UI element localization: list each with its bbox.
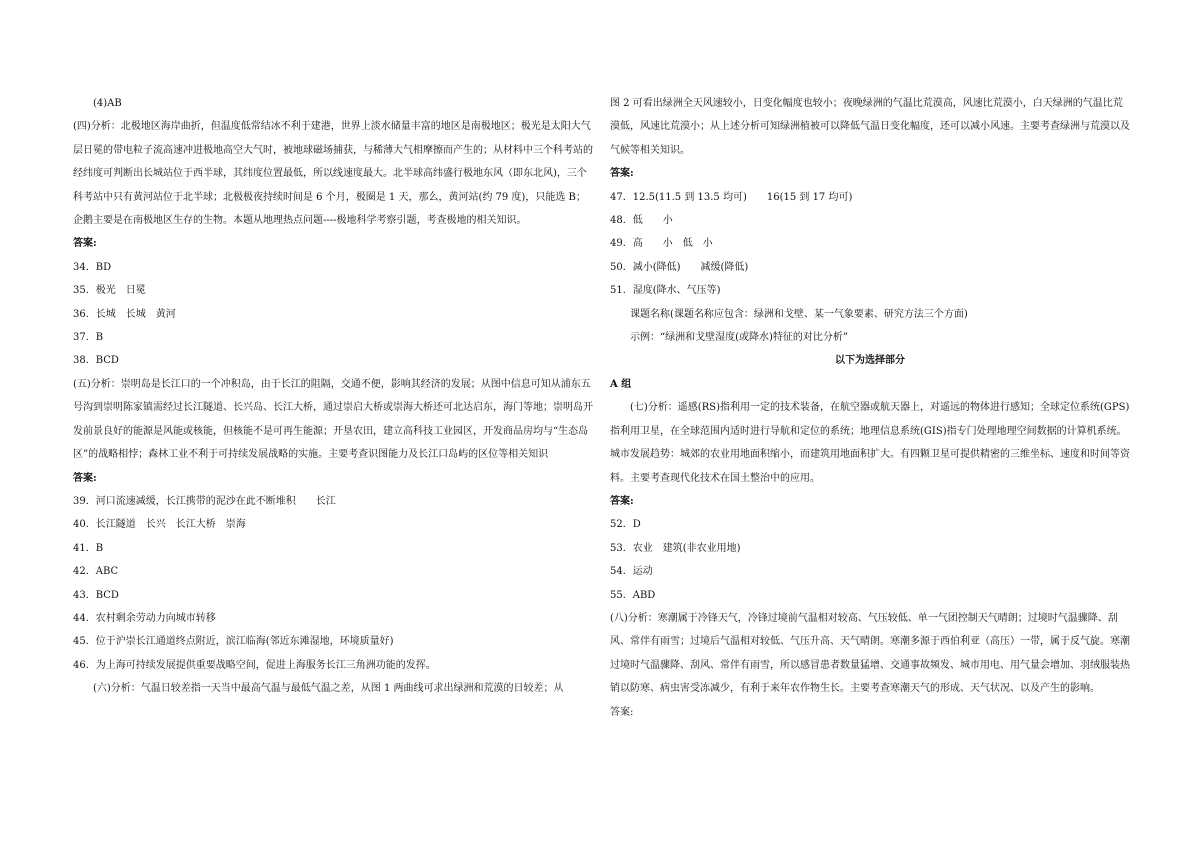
text-line: 37．B (73, 332, 104, 344)
text-line: 49．高 小 低 小 (610, 238, 713, 250)
text-line: 50．减小(降低) 减缓(降低) (610, 261, 749, 273)
text-line: 34．BD (73, 261, 112, 273)
text-line: 答案: (610, 495, 634, 507)
text-line: 以下为选择部分 (835, 355, 905, 367)
text-line: 39．河口流速减缓，长江携带的泥沙在此不断堆积 长江 (73, 495, 336, 507)
text-line: 46．为上海可持续发展提供重要战略空间，促进上海服务长江三角洲功能的发挥。 (73, 659, 436, 671)
left-column (73, 92, 593, 701)
text-line: (六)分析：气温日较差指一天当中最高气温与最低气温之差，从图 1 两曲线可求出绿洲和荒漠的日较差；从 (93, 683, 564, 695)
text-line: 38．BCD (73, 355, 119, 367)
text-line: 45．位于沪崇长江通道终点附近，滨江临海(邻近东滩湿地，环境质量好) (73, 636, 394, 648)
text-line: 40．长江隧道 长兴 长江大桥 崇海 (73, 519, 246, 531)
text-line: 54．运动 (610, 566, 653, 578)
text-line: (八)分析：寒潮属于冷锋天气，冷锋过境前气温相对较高、气压较低、单一气团控制天气晴朗；过境时气温骤降、刮风、常伴有雨雪；过境后气温相对较低、气压升高、天气晴朗。寒潮多源于西伯利亚（高压）一带，属于反气旋。寒潮过境时气温骤降、刮风、常伴有雨雪，所以感冒患者数量猛增、交通事故频发、城市用电、用气量会增加、羽绒服装热销以防寒、病虫害受冻减少，有利于来年农作物生长。主要考查寒潮天气的形成、天气状况、以及产生的影响。 (610, 612, 1130, 695)
text-line: (四)分析：北极地区海岸曲折，但温度低常结冰不利于建港，世界上淡水储量丰富的地区是南极地区；极光是太阳大气层日冕的带电粒子流高速冲进极地高空大气时，被地球磁场捕获，与稀薄大气相摩擦而产生的；从材料中三个科考站的经纬度可判断出长城站位于西半球，其纬度位置最低，所以线速度最大。北半球高纬盛行极地东风（即东北风)，三个科考站中只有黄河站位于北半球；北极极夜持续时间是 6 个月，极圈是 1 天，那么，黄河站(约 79 度)，只能选 B；企鹅主要是在南极地区生存的生物。本题从地理热点问题----极地科学考察引题，考查极地的相关知识。 (73, 121, 593, 227)
text-line: 示例：“绿洲和戈壁湿度(或降水)特征的对比分析” (630, 332, 849, 344)
text-line: (五)分析：崇明岛是长江口的一个冲积岛，由于长江的阻隔，交通不便，影响其经济的发展；从图中信息可知从浦东五号沟到崇明陈家镇需经过长江隧道、长兴岛、长江大桥，通过崇启大桥或崇海大桥还可北达启东，海门等地；崇明岛开发前景良好的能源是风能或核能，但核能不是可再生能源；开垦农田，建立高科技工业园区，开发商品房均与“生态岛区”的战略相悖；森林工业不利于可持续发展战略的实施。主要考查识图能力及长江口岛屿的区位等相关知识 (73, 378, 593, 461)
text-line: (七)分析：遥感(RS)指利用一定的技术装备，在航空器或航天器上，对遥远的物体进行感知；全球定位系统(GPS)指利用卫星，在全球范围内适时进行导航和定位的系统；地理信息系统(GIS)指专门处理地理空间数据的计算机系统。城市发展趋势：城郊的农业用地面积缩小，而建筑用地面积扩大。有四颗卫星可提供精密的三维坐标、速度和时间等资料。主要考查现代化技术在国土整治中的应用。 (610, 402, 1130, 484)
text-line: 44．农村剩余劳动力向城市转移 (73, 612, 216, 624)
text-line: 51．湿度(降水、气压等) (610, 285, 721, 297)
text-line: 35．极光 日冕 (73, 285, 146, 297)
text-line: 答案: (73, 238, 97, 250)
text-line: 47．12.5(11.5 到 13.5 均可) 16(15 到 17 均可) (610, 191, 853, 203)
text-line: 答案: (610, 168, 634, 180)
text-line: 答案: (610, 706, 634, 718)
text-line: 42．ABC (73, 566, 119, 578)
right-column (610, 92, 1130, 724)
text-line: 图 2 可看出绿洲全天风速较小，日变化幅度也较小；夜晚绿洲的气温比荒漠高，风速比荒漠小，白天绿洲的气温比荒漠低，风速比荒漠小；从上述分析可知绿洲植被可以降低气温日变化幅度，还可以减小风速。主要考查绿洲与荒漠以及气候等相关知识。 (610, 98, 1130, 156)
text-line: 52．D (610, 519, 641, 531)
text-line: 答案: (73, 472, 97, 484)
text-line: 48．低 小 (610, 215, 673, 227)
text-line: 53．农业 建筑(非农业用地) (610, 542, 741, 554)
text-line: A 组 (610, 378, 632, 390)
text-line: 课题名称(课题名称应包含：绿洲和戈壁、某一气象要素、研究方法三个方面) (630, 308, 968, 320)
text-line: 55．ABD (610, 589, 656, 601)
text-line: (4)AB (93, 98, 122, 109)
text-line: 43．BCD (73, 589, 119, 601)
text-line: 41．B (73, 542, 104, 554)
text-line: 36．长城 长城 黄河 (73, 308, 176, 320)
